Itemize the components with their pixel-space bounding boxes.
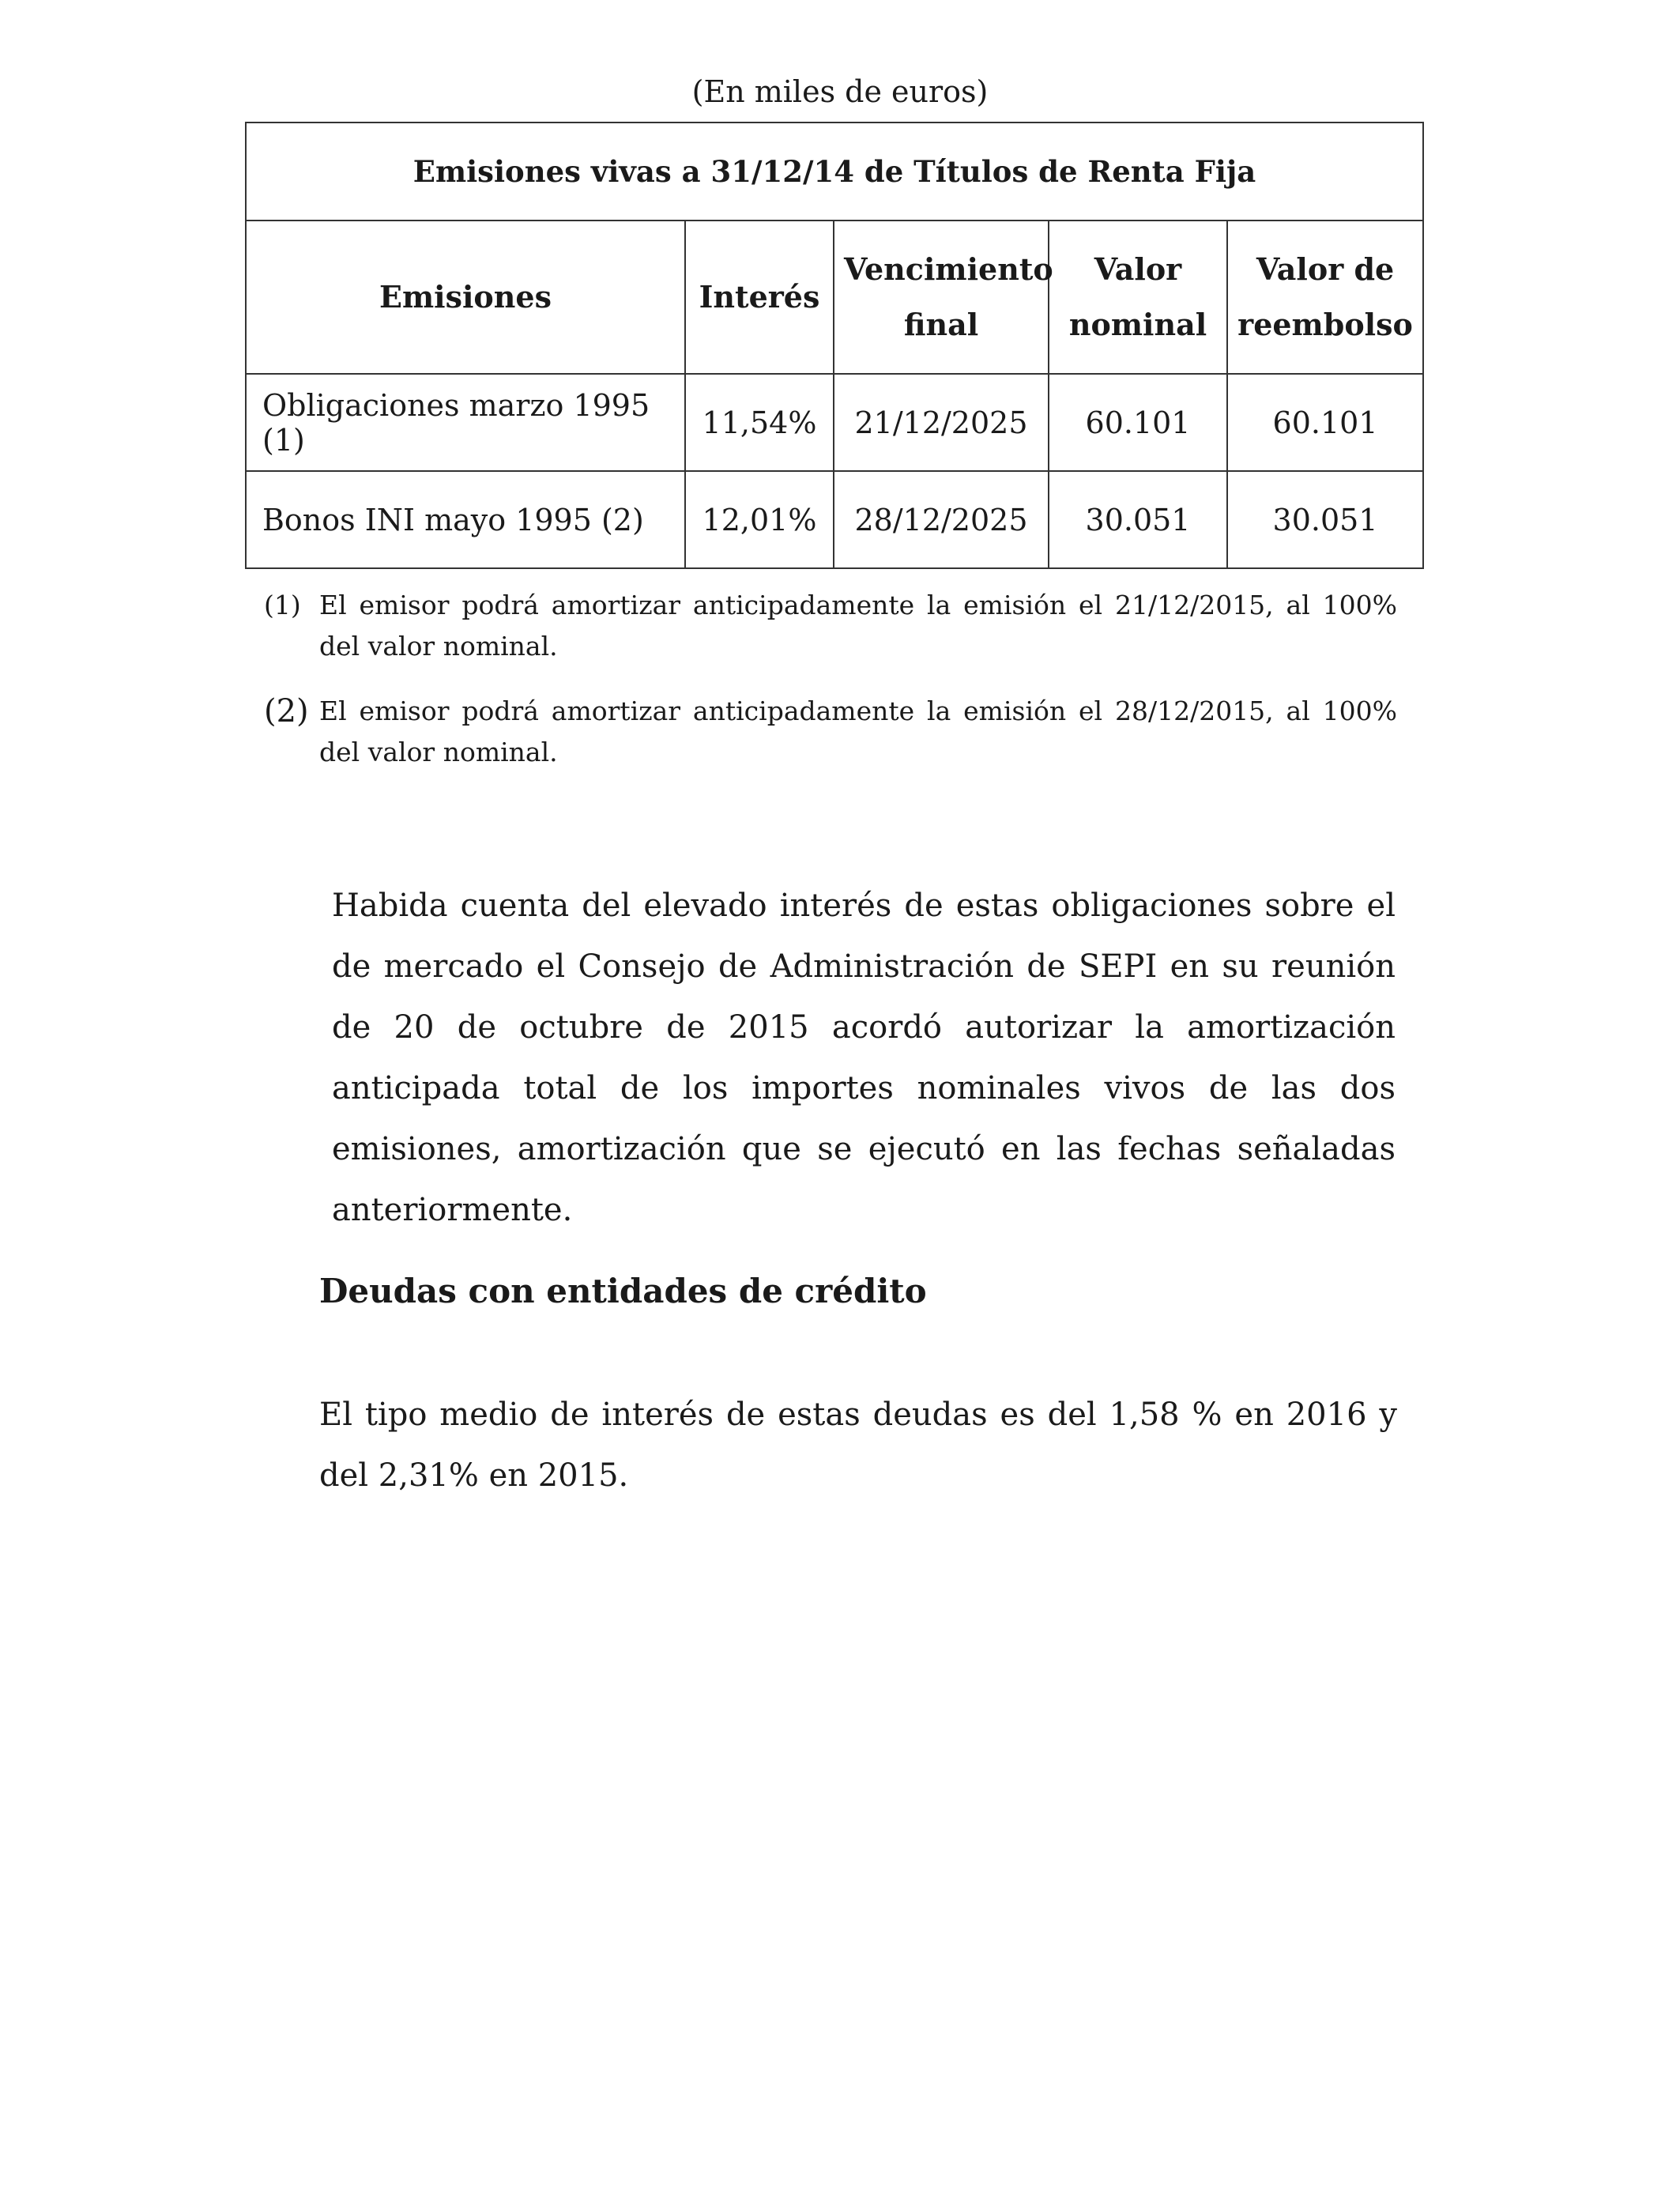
footnote-text: El emisor podrá amortizar anticipadamente la emisión el 28/12/2015, al 100% del valor nominal. (319, 696, 1397, 767)
header-valor-nominal: Valor nominal (1049, 221, 1227, 374)
table-title: Emisiones vivas a 31/12/14 de Títulos de Renta Fija (246, 123, 1423, 221)
table-row (246, 471, 1423, 568)
emisiones-table (245, 122, 1424, 569)
footnote-2 (264, 691, 1397, 773)
cell-valor-reembolso: 60.101 (1227, 374, 1423, 471)
cell-vencimiento: 28/12/2025 (834, 471, 1049, 568)
header-vencimiento: Vencimiento final (834, 221, 1049, 374)
footnote-text: El emisor podrá amortizar anticipadamente la emisión el 21/12/2015, al 100% del valor nominal. (319, 590, 1397, 662)
table-caption: (En miles de euros) (691, 74, 989, 109)
section-paragraph: El tipo medio de interés de estas deudas es del 1,58 % en 2016 y del 2,31% en 2015. (319, 1397, 1397, 1494)
table-header-row (246, 221, 1423, 374)
cell-emision: Obligaciones marzo 1995 (1) (246, 374, 685, 471)
footnote-1 (264, 585, 1397, 667)
table-title-row (246, 123, 1423, 221)
section-heading: Deudas con entidades de crédito (319, 1272, 927, 1310)
body-paragraph: Habida cuenta del elevado interés de estas obligaciones sobre el de mercado el Consejo de Administración de SEPI en su reunión de 20 de octubre de 2015 acordó autorizar la amortización anticipada total de los importes nominales vivos de las dos emisiones, amortización que se ejecutó en las fechas señaladas anteriormente. (332, 888, 1396, 1228)
header-interes: Interés (685, 221, 834, 374)
cell-valor-nominal: 30.051 (1049, 471, 1227, 568)
footnote-number: (1) (264, 590, 301, 620)
cell-emision: Bonos INI mayo 1995 (2) (246, 471, 685, 568)
header-valor-reembolso: Valor de reembolso (1227, 221, 1423, 374)
cell-interes: 12,01% (685, 471, 834, 568)
cell-vencimiento: 21/12/2025 (834, 374, 1049, 471)
footnote-number: (2) (264, 693, 309, 729)
cell-valor-reembolso: 30.051 (1227, 471, 1423, 568)
cell-valor-nominal: 60.101 (1049, 374, 1227, 471)
header-emisiones: Emisiones (246, 221, 685, 374)
table-row (246, 374, 1423, 471)
footnotes (264, 585, 1397, 797)
cell-interes: 11,54% (685, 374, 834, 471)
